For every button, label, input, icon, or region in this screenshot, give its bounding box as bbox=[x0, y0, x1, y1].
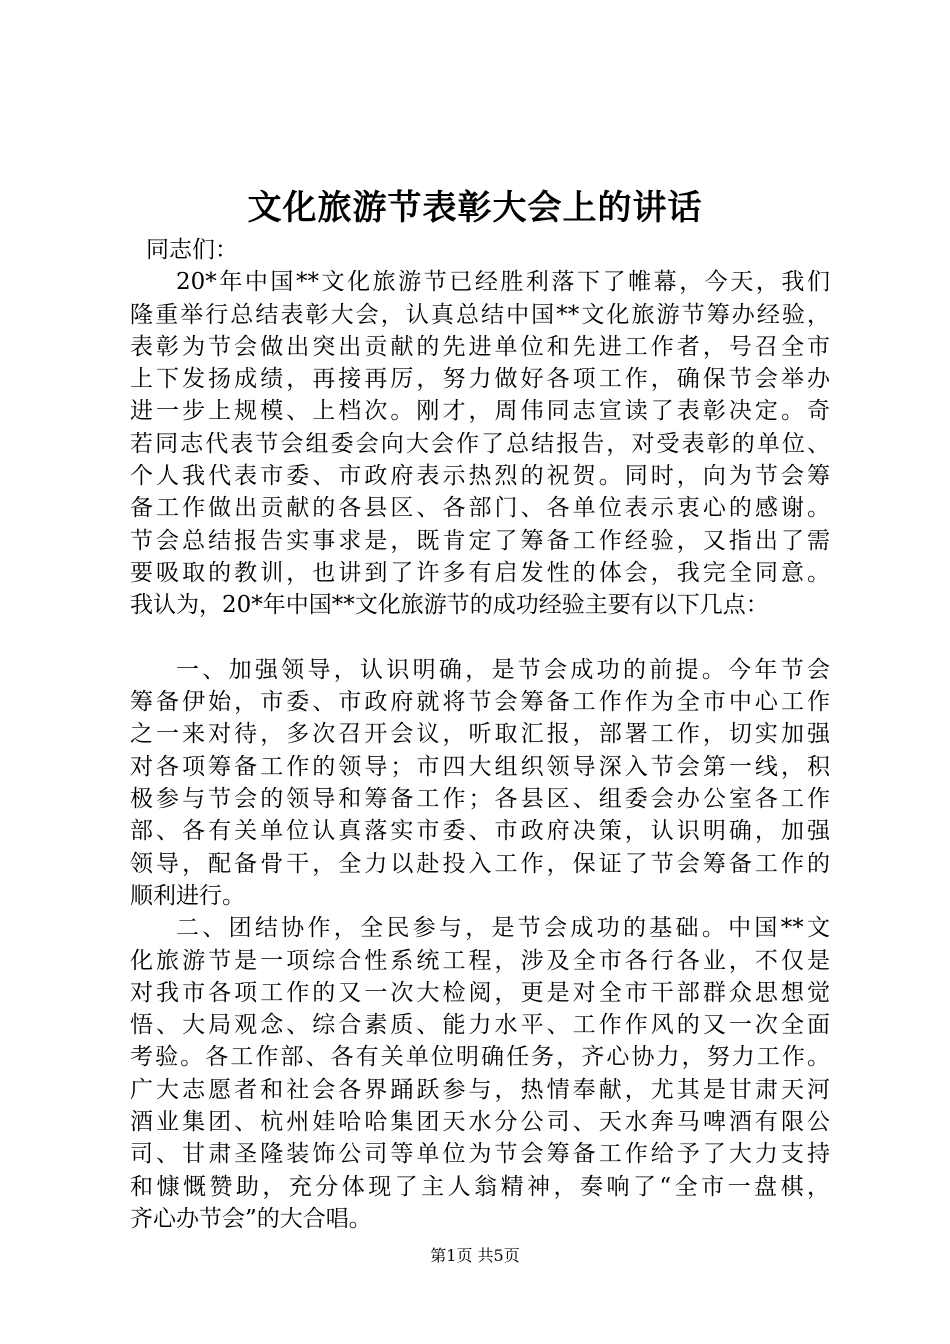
text-line: 考验。各工作部、各有关单位明确任务，齐心协力，努力工作。 bbox=[130, 1044, 830, 1071]
text-line: 悟、大局观念、综合素质、能力水平、工作作风的又一次全面 bbox=[130, 1012, 830, 1039]
document-title: 文化旅游节表彰大会上的讲话 bbox=[247, 188, 703, 228]
text-line: 顺利进行。 bbox=[130, 882, 245, 909]
blank-line bbox=[130, 622, 830, 654]
text-line: 个人我代表市委、市政府表示热烈的祝贺。同时，向为节会筹 bbox=[130, 463, 830, 490]
text-line: 和慷慨赞助，充分体现了主人翁精神，奏响了“全市一盘棋， bbox=[130, 1173, 830, 1200]
text-line: 上下发扬成绩，再接再厉，努力做好各项工作，确保节会举办 bbox=[130, 366, 830, 393]
text-line: 筹备伊始，市委、市政府就将节会筹备工作作为全市中心工作 bbox=[130, 689, 830, 716]
salutation-line: 同志们： bbox=[146, 237, 238, 263]
text-line: 广大志愿者和社会各界踊跃参与，热情奉献，尤其是甘肃天河 bbox=[130, 1076, 830, 1103]
text-line: 我认为，20*年中国**文化旅游节的成功经验主要有以下几点： bbox=[130, 592, 769, 619]
section-one-first-line: 一、加强领导，认识明确，是节会成功的前提。今年节会 bbox=[176, 656, 830, 683]
section-two-first-line: 二、团结协作，全民参与，是节会成功的基础。中国**文 bbox=[176, 915, 830, 942]
text-line: 备工作做出贡献的各县区、各部门、各单位表示衷心的感谢。 bbox=[130, 495, 830, 522]
text-line: 酒业集团、杭州娃哈哈集团天水分公司、天水奔马啤酒有限公 bbox=[130, 1109, 830, 1136]
text-line: 部、各有关单位认真落实市委、市政府决策，认识明确，加强 bbox=[130, 818, 830, 845]
document-body bbox=[130, 234, 830, 1235]
text-line: 进一步上规模、上档次。刚才，周伟同志宣读了表彰决定。奇 bbox=[130, 398, 830, 425]
text-line: 领导，配备骨干，全力以赴投入工作，保证了节会筹备工作的 bbox=[130, 850, 830, 877]
text-line: 20*年中国**文化旅游节已经胜利落下了帷幕，今天，我们 bbox=[176, 269, 830, 296]
text-line: 若同志代表节会组委会向大会作了总结报告，对受表彰的单位、 bbox=[130, 430, 830, 457]
text-line: 隆重举行总结表彰大会，认真总结中国**文化旅游节筹办经验， bbox=[130, 301, 830, 328]
text-line: 对我市各项工作的又一次大检阅，更是对全市干部群众思想觉 bbox=[130, 979, 830, 1006]
text-line: 对各项筹备工作的领导；市四大组织领导深入节会第一线，积 bbox=[130, 753, 830, 780]
text-line: 齐心办节会”的大合唱。 bbox=[130, 1205, 372, 1232]
text-line: 节会总结报告实事求是，既肯定了筹备工作经验，又指出了需 bbox=[130, 527, 830, 554]
text-line: 表彰为节会做出突出贡献的先进单位和先进工作者，号召全市 bbox=[130, 333, 830, 360]
text-line: 司、甘肃圣隆装饰公司等单位为节会筹备工作给予了大力支持 bbox=[130, 1141, 830, 1168]
page-number-footer: 第1页 共5页 bbox=[430, 1246, 520, 1265]
text-line: 之一来对待，多次召开会议，听取汇报，部署工作，切实加强 bbox=[130, 721, 830, 748]
text-line: 化旅游节是一项综合性系统工程，涉及全市各行各业，不仅是 bbox=[130, 947, 830, 974]
text-line: 极参与节会的领导和筹备工作；各县区、组委会办公室各工作 bbox=[130, 786, 830, 813]
text-line: 要吸取的教训，也讲到了许多有启发性的体会，我完全同意。 bbox=[130, 559, 830, 586]
